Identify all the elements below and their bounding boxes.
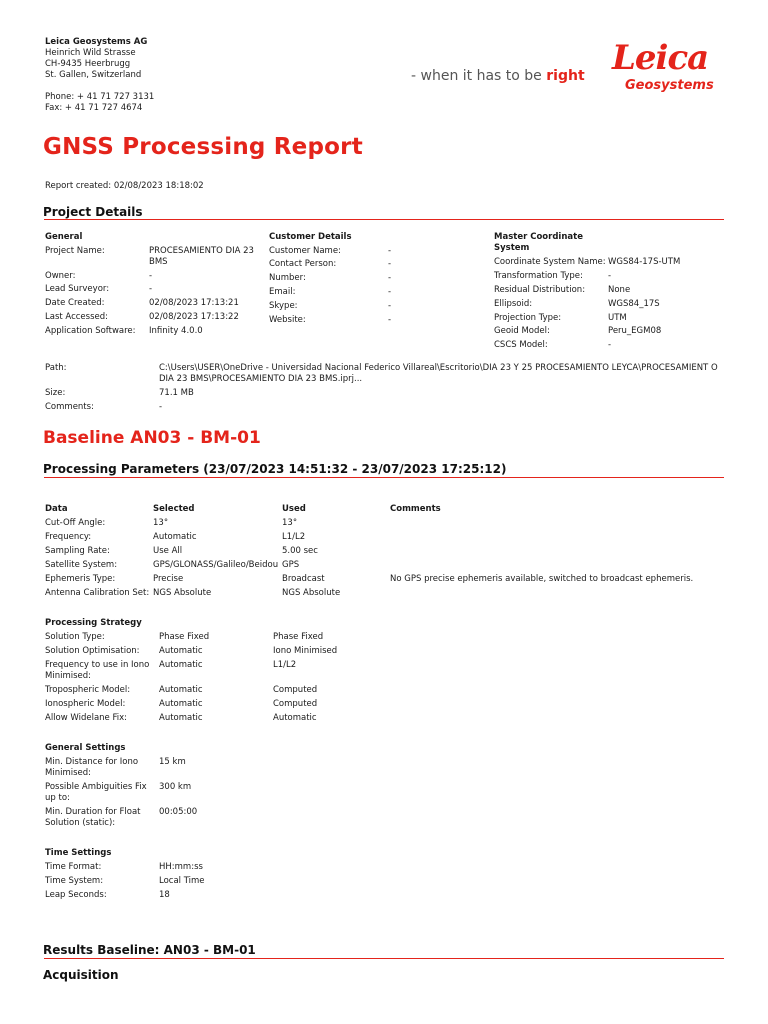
setting-value: 15 km <box>159 757 186 767</box>
tagline <box>411 68 585 84</box>
strategy-label: Solution Optimisation: <box>45 646 140 656</box>
time-value: HH:mm:ss <box>159 862 203 872</box>
logo-brand: Leica <box>612 38 709 78</box>
label-lead-surveyor: Lead Surveyor: <box>45 284 110 294</box>
value-ellipsoid: WGS84_17S <box>608 299 660 309</box>
strategy-selected: Automatic <box>159 713 203 723</box>
param-label: Frequency: <box>45 532 92 542</box>
time-settings-heading: Time Settings <box>45 848 112 858</box>
value-date-created: 02/08/2023 17:13:21 <box>149 298 239 308</box>
strategy-selected: Automatic <box>159 685 203 695</box>
general-heading: General <box>45 232 83 242</box>
value-comments: - <box>159 402 163 412</box>
master-coordinate-heading: Master Coordinate System <box>494 232 583 253</box>
strategy-used: Computed <box>273 685 318 695</box>
processing-strategy-heading: Processing Strategy <box>45 618 142 628</box>
company-address-line: Heinrich Wild Strasse <box>45 48 136 58</box>
value-geoid-model: Peru_EGM08 <box>608 326 662 336</box>
value-email: - <box>388 287 392 297</box>
label-transformation-type: Transformation Type: <box>494 271 583 281</box>
baseline-title: Baseline AN03 - BM-01 <box>43 428 261 448</box>
value-skype: - <box>388 301 392 311</box>
results-baseline-heading: Results Baseline: AN03 - BM-01 <box>43 943 256 957</box>
company-fax: Fax: + 41 71 727 4674 <box>45 103 143 113</box>
time-label: Time System: <box>45 876 104 886</box>
divider <box>44 219 724 220</box>
value-contact-person: - <box>388 259 392 269</box>
report-created: Report created: 02/08/2023 18:18:02 <box>45 181 204 191</box>
tagline-emph: right <box>546 68 585 84</box>
strategy-label: Allow Widelane Fix: <box>45 713 128 723</box>
label-path: Path: <box>45 363 67 373</box>
label-residual-distribution: Residual Distribution: <box>494 285 586 295</box>
value-owner: - <box>149 271 153 281</box>
label-coordinate-system-name: Coordinate System Name: <box>494 257 606 267</box>
value-last-accessed: 02/08/2023 17:13:22 <box>149 312 239 322</box>
param-label: Sampling Rate: <box>45 546 110 556</box>
strategy-used: Iono Minimised <box>273 646 338 656</box>
label-size: Size: <box>45 388 66 398</box>
time-label: Leap Seconds: <box>45 890 107 900</box>
company-name: Leica Geosystems AG <box>45 37 148 47</box>
label-email: Email: <box>269 287 296 297</box>
label-comments: Comments: <box>45 402 94 412</box>
report-title: GNSS Processing Report <box>43 134 363 160</box>
param-selected: 13° <box>153 518 169 528</box>
tagline-prefix: - when it has to be <box>411 68 547 84</box>
time-value: Local Time <box>159 876 205 886</box>
label-geoid-model: Geoid Model: <box>494 326 550 336</box>
company-phone: Phone: + 41 71 727 3131 <box>45 92 155 102</box>
value-transformation-type: - <box>608 271 612 281</box>
strategy-used: Phase Fixed <box>273 632 324 642</box>
param-selected: NGS Absolute <box>153 588 212 598</box>
param-selected: GPS/GLONASS/Galileo/Beidou <box>153 560 279 570</box>
value-number: - <box>388 273 392 283</box>
strategy-label: Tropospheric Model: <box>45 685 131 695</box>
time-label: Time Format: <box>45 862 102 872</box>
label-contact-person: Contact Person: <box>269 259 337 269</box>
label-cscs-model: CSCS Model: <box>494 340 548 350</box>
param-label: Cut-Off Angle: <box>45 518 106 528</box>
col-header-comments: Comments <box>390 504 441 514</box>
company-address-line: St. Gallen, Switzerland <box>45 70 142 80</box>
strategy-used: Automatic <box>273 713 317 723</box>
company-address-line: CH-9435 Heerbrugg <box>45 59 131 69</box>
param-label: Ephemeris Type: <box>45 574 116 584</box>
label-date-created: Date Created: <box>45 298 105 308</box>
param-used: Broadcast <box>282 574 325 584</box>
strategy-label: Solution Type: <box>45 632 105 642</box>
label-customer-name: Customer Name: <box>269 246 341 256</box>
param-used: 13° <box>282 518 298 528</box>
label-owner: Owner: <box>45 271 76 281</box>
setting-label: Min. Distance for Iono Minimised: <box>45 757 139 778</box>
label-number: Number: <box>269 273 306 283</box>
label-skype: Skype: <box>269 301 298 311</box>
logo-sub: Geosystems <box>625 78 714 93</box>
param-selected: Precise <box>153 574 184 584</box>
value-project-name: PROCESAMIENTO DIA 23 BMS <box>149 246 254 267</box>
setting-label: Possible Ambiguities Fix up to: <box>45 782 147 803</box>
param-used: L1/L2 <box>282 532 306 542</box>
strategy-selected: Phase Fixed <box>159 632 210 642</box>
param-selected: Use All <box>153 546 183 556</box>
label-projection-type: Projection Type: <box>494 313 562 323</box>
value-lead-surveyor: - <box>149 284 153 294</box>
value-website: - <box>388 315 392 325</box>
col-header-data: Data <box>45 504 68 514</box>
label-ellipsoid: Ellipsoid: <box>494 299 533 309</box>
strategy-used: Computed <box>273 699 318 709</box>
strategy-selected: Automatic <box>159 646 203 656</box>
label-website: Website: <box>269 315 306 325</box>
value-coordinate-system-name: WGS84-17S-UTM <box>608 257 681 267</box>
label-last-accessed: Last Accessed: <box>45 312 108 322</box>
customer-heading: Customer Details <box>269 232 352 242</box>
setting-label: Min. Duration for Float Solution (static): <box>45 807 141 828</box>
divider <box>44 477 724 478</box>
strategy-label: Frequency to use in Iono Minimised: <box>45 660 150 681</box>
param-selected: Automatic <box>153 532 197 542</box>
general-settings-heading: General Settings <box>45 743 126 753</box>
value-application-software: Infinity 4.0.0 <box>149 326 203 336</box>
param-used: GPS <box>282 560 300 570</box>
strategy-selected: Automatic <box>159 699 203 709</box>
col-header-selected: Selected <box>153 504 195 514</box>
project-details-heading: Project Details <box>43 205 143 219</box>
time-value: 18 <box>159 890 170 900</box>
value-path: C:\Users\USER\OneDrive - Universidad Nacional Federico Villareal\Escritorio\DIA 23 Y 25 PROCESAMIENTO LEYCA\PROCESAMIENT O DIA 23 BMS\PROCESAMIENTO DIA 23 BMS.iprj... <box>159 363 718 384</box>
param-used: NGS Absolute <box>282 588 341 598</box>
col-header-used: Used <box>282 504 306 514</box>
param-label: Antenna Calibration Set: <box>45 588 150 598</box>
value-cscs-model: - <box>608 340 612 350</box>
acquisition-heading: Acquisition <box>43 968 119 982</box>
param-comment: No GPS precise ephemeris available, switched to broadcast ephemeris. <box>390 574 694 584</box>
setting-value: 00:05:00 <box>159 807 198 817</box>
leica-logo <box>612 38 727 110</box>
value-residual-distribution: None <box>608 285 631 295</box>
param-label: Satellite System: <box>45 560 118 570</box>
value-size: 71.1 MB <box>159 388 194 398</box>
processing-parameters-heading: Processing Parameters (23/07/2023 14:51:32 - 23/07/2023 17:25:12) <box>43 462 507 476</box>
label-application-software: Application Software: <box>45 326 136 336</box>
value-customer-name: - <box>388 246 392 256</box>
strategy-used: L1/L2 <box>273 660 297 670</box>
divider <box>44 958 724 959</box>
setting-value: 300 km <box>159 782 192 792</box>
label-project-name: Project Name: <box>45 246 105 256</box>
value-projection-type: UTM <box>608 313 627 323</box>
company-address-block <box>45 37 154 114</box>
param-used: 5.00 sec <box>282 546 318 556</box>
strategy-label: Ionospheric Model: <box>45 699 126 709</box>
strategy-selected: Automatic <box>159 660 203 670</box>
